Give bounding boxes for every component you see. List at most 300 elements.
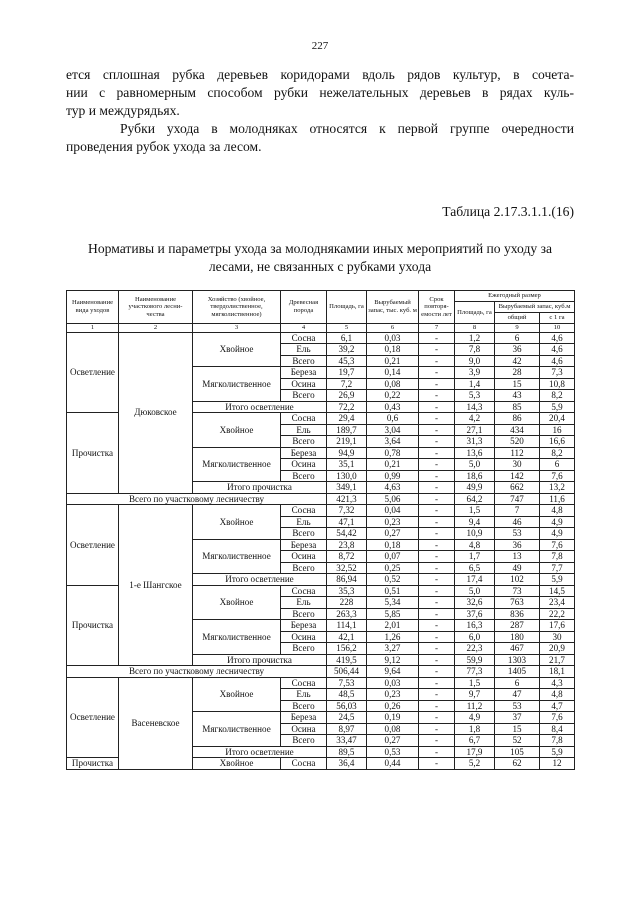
value-cell: 46 [495,516,540,528]
value-cell: 42,1 [327,631,367,643]
value-cell: 0,99 [367,470,419,482]
value-cell: - [419,390,455,402]
value-cell: 5,9 [540,746,575,758]
value-cell: 3,64 [367,436,419,448]
value-cell: 7,6 [540,712,575,724]
value-cell: 7,6 [540,539,575,551]
species-cell: Сосна [281,332,327,344]
forestry-total-label: Всего по участковому лесничеству [67,666,327,678]
value-cell: - [419,459,455,471]
value-cell: 16,6 [540,436,575,448]
value-cell: 10,9 [455,528,495,540]
value-cell: 0,04 [367,505,419,517]
value-cell: - [419,677,455,689]
value-cell: 35,3 [327,585,367,597]
value-cell: 27,1 [455,424,495,436]
value-cell: 506,44 [327,666,367,678]
value-cell: 9,12 [367,654,419,666]
value-cell: 3,27 [367,643,419,655]
value-cell: 14,5 [540,585,575,597]
value-cell: 8,2 [540,390,575,402]
species-cell: Всего [281,735,327,747]
species-cell: Береза [281,620,327,632]
value-cell: - [419,631,455,643]
value-cell: 5,9 [540,574,575,586]
value-cell: 0,18 [367,344,419,356]
column-number: 2 [119,324,193,333]
value-cell: 15 [495,723,540,735]
care-type-cell: Прочистка [67,758,119,770]
value-cell: 6,5 [455,562,495,574]
value-cell: - [419,344,455,356]
header-care-type: Наименование вида уходов [67,291,119,324]
block-total-label: Итого осветление [193,746,327,758]
value-cell: 23,8 [327,539,367,551]
value-cell: - [419,585,455,597]
value-cell: 20,4 [540,413,575,425]
paragraph-1 [66,66,574,120]
text-line: проведения рубок ухода за лесом. [66,139,262,154]
value-cell: 0,23 [367,516,419,528]
economy-cell: Мягколиственное [193,367,281,402]
species-cell: Сосна [281,758,327,770]
column-number: 10 [540,324,575,333]
value-cell: 52 [495,735,540,747]
species-cell: Сосна [281,585,327,597]
value-cell: 0,78 [367,447,419,459]
forestry-total-row [67,666,575,678]
value-cell: 219,1 [327,436,367,448]
value-cell: 6,0 [455,631,495,643]
forestry-total-row [67,493,575,505]
species-cell: Всего [281,700,327,712]
value-cell: 130,0 [327,470,367,482]
value-cell: 11,6 [540,493,575,505]
value-cell: - [419,746,455,758]
header-forestry: Наименование участкового лесни-чества [119,291,193,324]
value-cell: 747 [495,493,540,505]
value-cell: 4,9 [540,516,575,528]
value-cell: 662 [495,482,540,494]
value-cell: 29,4 [327,413,367,425]
value-cell: 0,08 [367,723,419,735]
species-cell: Осина [281,378,327,390]
value-cell: 30 [540,631,575,643]
value-cell: 763 [495,597,540,609]
value-cell: 8,97 [327,723,367,735]
value-cell: 189,7 [327,424,367,436]
value-cell: 19,7 [327,367,367,379]
value-cell: - [419,367,455,379]
value-cell: 0,23 [367,689,419,701]
value-cell: 24,5 [327,712,367,724]
value-cell: 520 [495,436,540,448]
page-number: 227 [311,40,329,52]
value-cell: 56,03 [327,700,367,712]
species-cell: Сосна [281,413,327,425]
species-cell: Всего [281,390,327,402]
economy-cell: Хвойное [193,585,281,620]
species-cell: Ель [281,516,327,528]
value-cell: - [419,378,455,390]
economy-cell: Хвойное [193,505,281,540]
header-area: Площадь, га [327,291,367,324]
value-cell: - [419,723,455,735]
table-title: Нормативы и параметры ухода за молоднякамии иных мероприятий по уходу за лесами, не связанных с рубками ухода [88,241,552,274]
value-cell: 0,25 [367,562,419,574]
value-cell: 36 [495,344,540,356]
species-cell: Осина [281,551,327,563]
forestry-name-cell: Васеневское [119,677,193,769]
value-cell: 2,01 [367,620,419,632]
value-cell: - [419,608,455,620]
value-cell: 5,9 [540,401,575,413]
value-cell: 5,3 [455,390,495,402]
value-cell: 23,4 [540,597,575,609]
care-type-cell: Осветление [67,505,119,586]
value-cell: - [419,355,455,367]
value-cell: - [419,654,455,666]
economy-cell: Мягколиственное [193,447,281,482]
value-cell: 13,6 [455,447,495,459]
column-number: 7 [419,324,455,333]
value-cell: 4,6 [540,332,575,344]
value-cell: 0,07 [367,551,419,563]
value-cell: 0,53 [367,746,419,758]
text-line: Рубки ухода в молодняках относятся к первой группе очередности [120,121,574,136]
value-cell: 17,9 [455,746,495,758]
header-stock: Вырубаемый запас, тыс. куб. м [367,291,419,324]
value-cell: 112 [495,447,540,459]
value-cell: - [419,643,455,655]
value-cell: - [419,447,455,459]
value-cell: 0,43 [367,401,419,413]
value-cell: 5,2 [455,758,495,770]
value-cell: 9,4 [455,516,495,528]
value-cell: 4,8 [540,505,575,517]
value-cell: 1,2 [455,332,495,344]
species-cell: Всего [281,528,327,540]
value-cell: 13 [495,551,540,563]
value-cell: 22,3 [455,643,495,655]
value-cell: 7,8 [455,344,495,356]
forestry-care-table [66,290,575,770]
value-cell: 6 [540,459,575,471]
species-cell: Береза [281,447,327,459]
value-cell: 17,6 [540,620,575,632]
species-cell: Ель [281,424,327,436]
value-cell: 0,14 [367,367,419,379]
value-cell: - [419,712,455,724]
value-cell: 32,6 [455,597,495,609]
value-cell: 32,52 [327,562,367,574]
value-cell: 77,3 [455,666,495,678]
value-cell: 7,7 [540,562,575,574]
value-cell: 4,8 [455,539,495,551]
value-cell: 18,6 [455,470,495,482]
header-annual-per-ha: с 1 га [540,313,575,324]
value-cell: - [419,401,455,413]
value-cell: 5,0 [455,585,495,597]
value-cell: 4,6 [540,344,575,356]
value-cell: 26,9 [327,390,367,402]
text-line: ется сплошная рубка деревьев коридорами вдоль рядов культур, в сочета- [66,67,574,82]
table-row [67,677,575,689]
species-cell: Ель [281,597,327,609]
value-cell: 22,2 [540,608,575,620]
header-annual: Ежегодный размер [455,291,575,302]
value-cell: 4,7 [540,700,575,712]
text-line: нии с равномерным способом рубки нежелательных деревьев в рядах куль- [66,85,574,100]
table-label: Таблица 2.17.3.1.1.(16) [442,204,574,219]
value-cell: - [419,539,455,551]
value-cell: 72,2 [327,401,367,413]
value-cell: 47,1 [327,516,367,528]
forestry-name-cell: Дюковское [119,332,193,493]
value-cell: 287 [495,620,540,632]
value-cell: 5,06 [367,493,419,505]
column-number: 8 [455,324,495,333]
value-cell: 156,2 [327,643,367,655]
value-cell: 53 [495,700,540,712]
value-cell: 30 [495,459,540,471]
value-cell: 7,3 [540,367,575,379]
value-cell: 114,1 [327,620,367,632]
species-cell: Сосна [281,677,327,689]
value-cell: 0,08 [367,378,419,390]
value-cell: 86,94 [327,574,367,586]
value-cell: 64,2 [455,493,495,505]
value-cell: - [419,562,455,574]
economy-cell: Хвойное [193,332,281,367]
header-period: Срок повторя-емости лет [419,291,455,324]
value-cell: 16 [540,424,575,436]
block-total-label: Итого прочистка [193,482,327,494]
value-cell: - [419,505,455,517]
value-cell: 9,64 [367,666,419,678]
economy-cell: Хвойное [193,758,281,770]
value-cell: - [419,424,455,436]
value-cell: 73 [495,585,540,597]
species-cell: Всего [281,470,327,482]
column-number: 4 [281,324,327,333]
value-cell: 16,3 [455,620,495,632]
value-cell: 105 [495,746,540,758]
value-cell: 47 [495,689,540,701]
block-total-label: Итого осветление [193,574,327,586]
value-cell: 54,42 [327,528,367,540]
text-line: тур и междурядьях. [66,103,180,118]
value-cell: 37,6 [455,608,495,620]
forestry-total-label: Всего по участковому лесничеству [67,493,327,505]
value-cell: - [419,666,455,678]
value-cell: 0,27 [367,528,419,540]
value-cell: 36,4 [327,758,367,770]
value-cell: 17,4 [455,574,495,586]
value-cell: 1303 [495,654,540,666]
value-cell: 11,2 [455,700,495,712]
value-cell: - [419,735,455,747]
value-cell: 35,1 [327,459,367,471]
species-cell: Ель [281,689,327,701]
value-cell: 434 [495,424,540,436]
value-cell: 0,03 [367,332,419,344]
value-cell: 15 [495,378,540,390]
forestry-name-cell: 1-е Шангское [119,505,193,666]
value-cell: 421,3 [327,493,367,505]
value-cell: 467 [495,643,540,655]
value-cell: - [419,758,455,770]
economy-cell: Мягколиственное [193,539,281,574]
value-cell: 14,3 [455,401,495,413]
value-cell: 349,1 [327,482,367,494]
care-type-cell: Осветление [67,677,119,758]
value-cell: 1,26 [367,631,419,643]
value-cell: 18,1 [540,666,575,678]
value-cell: 5,85 [367,608,419,620]
value-cell: 4,9 [455,712,495,724]
value-cell: 12 [540,758,575,770]
header-annual-stock: Вырубаемый запас, куб.м [495,302,575,313]
value-cell: - [419,689,455,701]
value-cell: 4,63 [367,482,419,494]
value-cell: 20,9 [540,643,575,655]
value-cell: 0,21 [367,459,419,471]
value-cell: 10,8 [540,378,575,390]
value-cell: 43 [495,390,540,402]
value-cell: - [419,493,455,505]
value-cell: 7,6 [540,470,575,482]
value-cell: 263,3 [327,608,367,620]
value-cell: 6,7 [455,735,495,747]
value-cell: 36 [495,539,540,551]
table-row [67,332,575,344]
value-cell: - [419,597,455,609]
value-cell: 1,5 [455,677,495,689]
value-cell: 53 [495,528,540,540]
value-cell: 0,19 [367,712,419,724]
value-cell: 4,3 [540,677,575,689]
value-cell: 89,5 [327,746,367,758]
care-type-cell: Прочистка [67,413,119,494]
value-cell: 7,8 [540,735,575,747]
value-cell: 6 [495,677,540,689]
value-cell: 4,9 [540,528,575,540]
species-cell: Всего [281,355,327,367]
economy-cell: Хвойное [193,413,281,448]
value-cell: 9,0 [455,355,495,367]
value-cell: 419,5 [327,654,367,666]
header-species: Древесная порода [281,291,327,324]
value-cell: 1,8 [455,723,495,735]
block-total-label: Итого осветление [193,401,327,413]
value-cell: 102 [495,574,540,586]
column-number: 3 [193,324,281,333]
value-cell: 5,34 [367,597,419,609]
value-cell: 86 [495,413,540,425]
species-cell: Ель [281,344,327,356]
value-cell: 1,4 [455,378,495,390]
value-cell: - [419,700,455,712]
value-cell: 7 [495,505,540,517]
column-number: 5 [327,324,367,333]
value-cell: - [419,413,455,425]
header-economy: Хозяйство (хвойное, твердолиственное, мягколиственное) [193,291,281,324]
value-cell: 6 [495,332,540,344]
value-cell: 45,3 [327,355,367,367]
value-cell: - [419,482,455,494]
value-cell: 1,5 [455,505,495,517]
species-cell: Сосна [281,505,327,517]
species-cell: Осина [281,459,327,471]
value-cell: - [419,332,455,344]
value-cell: 7,53 [327,677,367,689]
table-row [67,505,575,517]
species-cell: Береза [281,367,327,379]
header-annual-area: Площадь, га [455,302,495,324]
value-cell: 4,8 [540,689,575,701]
species-cell: Осина [281,723,327,735]
value-cell: 49 [495,562,540,574]
value-cell: 21,7 [540,654,575,666]
value-cell: 48,5 [327,689,367,701]
value-cell: 13,2 [540,482,575,494]
header-annual-total: общий [495,313,540,324]
value-cell: 1405 [495,666,540,678]
species-cell: Всего [281,643,327,655]
value-cell: 37 [495,712,540,724]
column-number: 6 [367,324,419,333]
value-cell: 180 [495,631,540,643]
value-cell: 3,9 [455,367,495,379]
value-cell: 7,32 [327,505,367,517]
value-cell: 94,9 [327,447,367,459]
value-cell: 4,2 [455,413,495,425]
value-cell: 7,2 [327,378,367,390]
value-cell: 0,6 [367,413,419,425]
value-cell: 0,22 [367,390,419,402]
value-cell: 39,2 [327,344,367,356]
species-cell: Береза [281,712,327,724]
care-type-cell: Прочистка [67,585,119,666]
value-cell: - [419,528,455,540]
value-cell: 0,03 [367,677,419,689]
value-cell: 9,7 [455,689,495,701]
value-cell: 0,26 [367,700,419,712]
value-cell: 49,9 [455,482,495,494]
value-cell: 33,47 [327,735,367,747]
economy-cell: Мягколиственное [193,620,281,655]
value-cell: - [419,436,455,448]
value-cell: 142 [495,470,540,482]
value-cell: 836 [495,608,540,620]
value-cell: 0,52 [367,574,419,586]
value-cell: 5,0 [455,459,495,471]
value-cell: 3,04 [367,424,419,436]
value-cell: 62 [495,758,540,770]
value-cell: 0,51 [367,585,419,597]
value-cell: 0,18 [367,539,419,551]
value-cell: 31,3 [455,436,495,448]
value-cell: - [419,574,455,586]
value-cell: - [419,620,455,632]
species-cell: Осина [281,631,327,643]
value-cell: 0,44 [367,758,419,770]
value-cell: 8,2 [540,447,575,459]
value-cell: 1,7 [455,551,495,563]
value-cell: - [419,551,455,563]
species-cell: Всего [281,562,327,574]
